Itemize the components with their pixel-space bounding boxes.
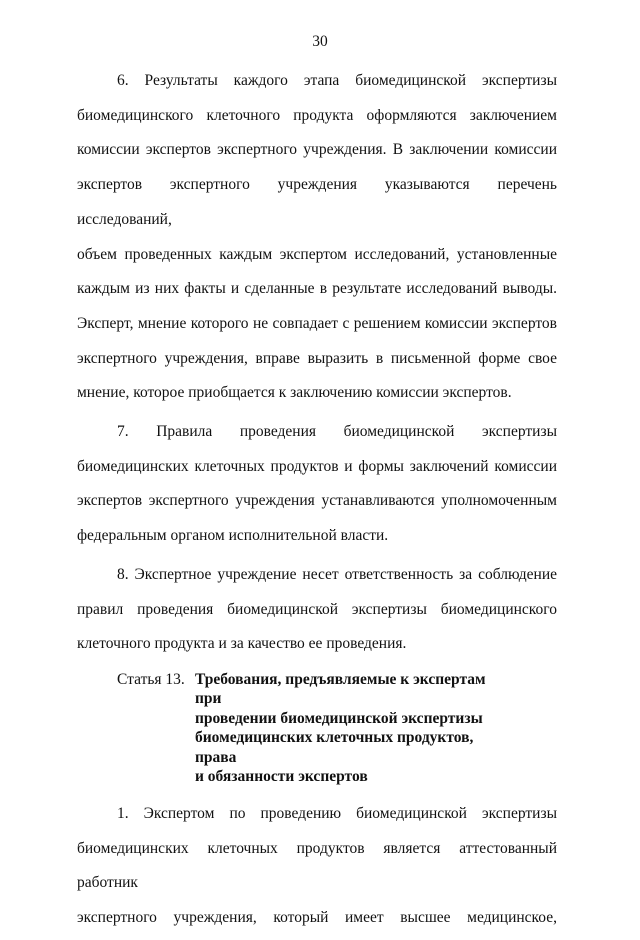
paragraph-line: биомедицинского клеточного продукта оформляются заключением [77,106,557,124]
paragraph-line: 1. Экспертом по проведению биомедицинской экспертизы [117,804,557,822]
article-title-line: Требования, предъявляемые к экспертам при [195,670,486,708]
paragraph-line: 6. Результаты каждого этапа биомедицинской экспертизы [117,72,557,89]
paragraph-line: экспертов экспертного учреждения указываются перечень исследований, [77,176,557,228]
article-13-paragraph-1 [77,797,557,936]
paragraph-7 [77,415,557,554]
paragraph-line: правил проведения биомедицинской экспертизы биомедицинского [77,600,557,618]
article-label: Статья 13. [117,670,185,688]
paragraph-line: 7. Правила проведения биомедицинской экспертизы [117,423,557,441]
article-title-line: биомедицинских клеточных продуктов, права [195,729,474,766]
paragraph-line: экспертного учреждения, вправе выразить в письменной форме свое [77,349,557,367]
paragraph-8 [77,558,557,662]
paragraph-line: каждым из них факты и сделанные в результате исследований выводы. [77,280,557,298]
paragraph-line: комиссии экспертов экспертного учреждения. В заключении комиссии [77,141,557,159]
paragraph-line: мнение, которое приобщается к заключению комиссии экспертов. [77,384,512,402]
paragraph-line: клеточного продукта и за качество ее проведения. [77,635,407,653]
paragraph-line: биомедицинских клеточных продуктов и формы заключений комиссии [77,457,557,475]
paragraph-line: биомедицинских клеточных продуктов является аттестованный работник [77,839,557,892]
paragraph-6 [77,64,557,411]
article-title-line: и обязанности экспертов [195,768,368,786]
paragraph-line: 8. Экспертное учреждение несет ответственность за соблюдение [117,565,557,583]
page-number: 30 [312,33,328,50]
paragraph-line: экспертного учреждения, который имеет высшее медицинское, [77,909,557,927]
paragraph-line: объем проведенных каждым экспертом исследований, установленные [77,245,557,263]
article-title [195,670,515,787]
paragraph-line: федеральным органом исполнительной власти. [77,527,389,545]
paragraph-line: экспертов экспертного учреждения устанавливаются уполномоченным [77,492,557,510]
article-13-heading [77,670,557,787]
document-body [77,64,557,940]
paragraph-line: Эксперт, мнение которого не совпадает с решением комиссии экспертов [77,314,557,332]
article-title-line: проведении биомедицинской экспертизы [195,709,483,727]
